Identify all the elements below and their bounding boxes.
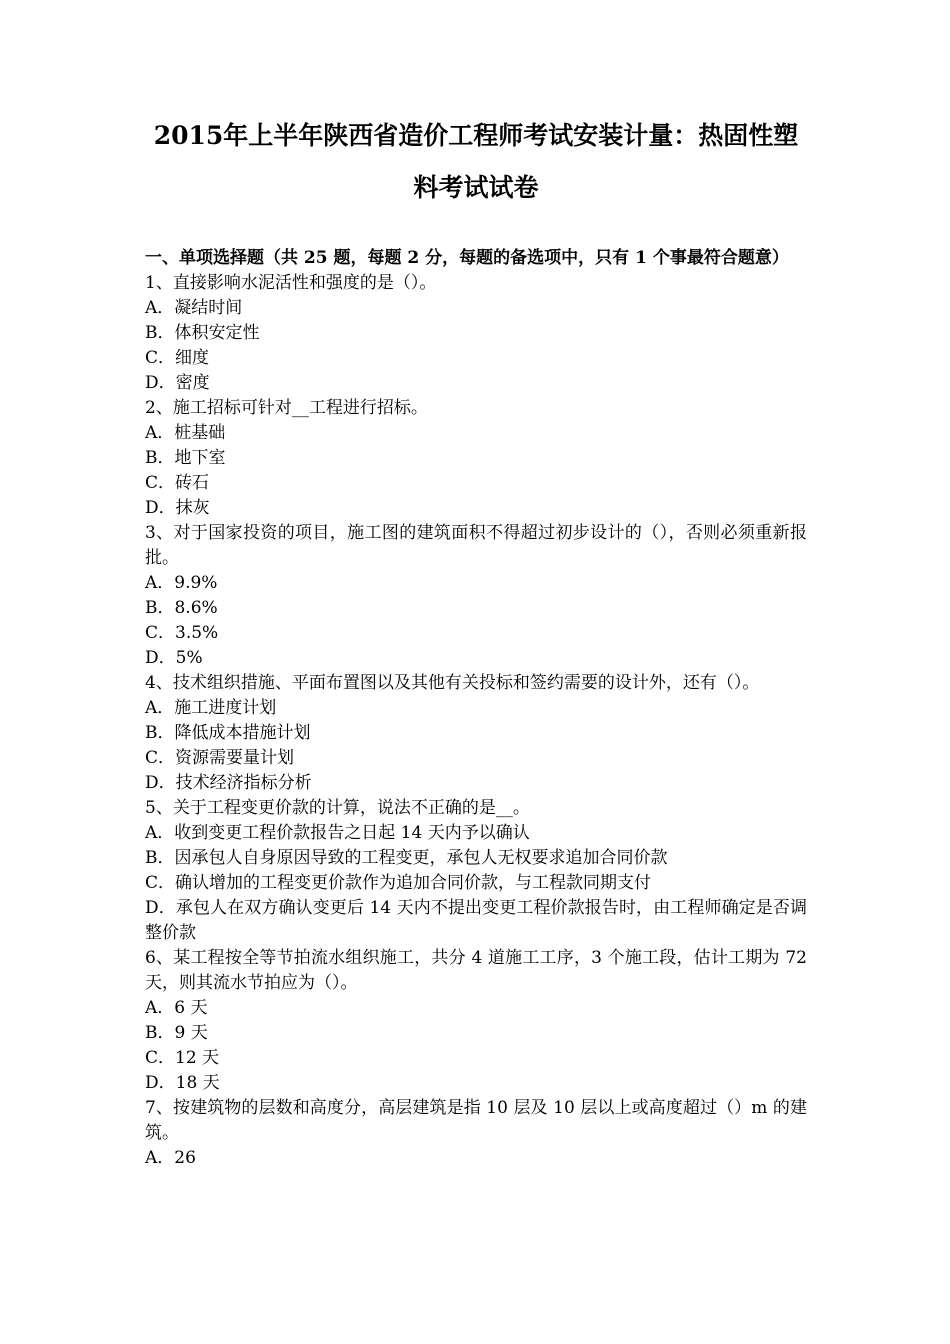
question-option: A．26 (145, 1148, 196, 1168)
question-option: B．因承包人自身原因导致的工程变更，承包人无权要求追加合同价款 (145, 848, 668, 868)
question-option: D．密度 (145, 373, 210, 393)
question-stem: 7、按建筑物的层数和高度分，高层建筑是指 10 层及 10 层以上或高度超过（）m 的建筑。 (145, 1098, 807, 1143)
question-option: B．地下室 (145, 448, 226, 468)
question-option: C．资源需要量计划 (145, 748, 295, 768)
document-page (145, 110, 807, 1171)
question-option: A．桩基础 (145, 423, 226, 443)
question-stem: 3、对于国家投资的项目，施工图的建筑面积不得超过初步设计的（），否则必须重新报批。 (145, 523, 807, 568)
question-option: B．9 天 (145, 1023, 208, 1043)
question-stem: 4、技术组织措施、平面布置图以及其他有关投标和签约需要的设计外，还有（）。 (145, 673, 760, 693)
question-option: C．3.5% (145, 623, 219, 643)
question-option: A．凝结时间 (145, 298, 243, 318)
question-option: B．8.6% (145, 598, 218, 618)
question-option: D．技术经济指标分析 (145, 773, 312, 793)
question-stem: 1、直接影响水泥活性和强度的是（）。 (145, 273, 437, 293)
question-option: D．承包人在双方确认变更后 14 天内不提出变更工程价款报告时，由工程师确定是否调整价款 (145, 898, 807, 943)
question-stem: 5、关于工程变更价款的计算，说法不正确的是__。 (145, 798, 530, 818)
question-option: D．5% (145, 648, 203, 668)
question-option: A．施工进度计划 (145, 698, 277, 718)
question-stem: 2、施工招标可针对__工程进行招标。 (145, 398, 428, 418)
document-title (145, 110, 807, 214)
question-option: A．9.9% (145, 573, 218, 593)
question-option: C．12 天 (145, 1048, 220, 1068)
question-option: A．收到变更工程价款报告之日起 14 天内予以确认 (145, 823, 530, 843)
question-option: C．砖石 (145, 473, 210, 493)
question-option: B．体积安定性 (145, 323, 260, 343)
question-option: A．6 天 (145, 998, 208, 1018)
question-option: C．确认增加的工程变更价款作为追加合同价款，与工程款同期支付 (145, 873, 652, 893)
question-option: B．降低成本措施计划 (145, 723, 311, 743)
document-title-line-1: 2015年上半年陕西省造价工程师考试安装计量：热固性塑 (153, 121, 799, 150)
question-option: C．细度 (145, 348, 210, 368)
question-stem: 6、某工程按全等节拍流水组织施工，共分 4 道施工工序，3 个施工段，估计工期为 72 天，则其流水节拍应为（）。 (145, 948, 807, 993)
question-list (145, 271, 807, 1171)
section-heading: 一、单项选择题（共 25 题，每题 2 分，每题的备选项中，只有 1 个事最符合题意） (145, 248, 789, 268)
question-option: D．18 天 (145, 1073, 220, 1093)
document-title-line-2: 料考试试卷 (413, 173, 539, 202)
question-option: D．抹灰 (145, 498, 210, 518)
